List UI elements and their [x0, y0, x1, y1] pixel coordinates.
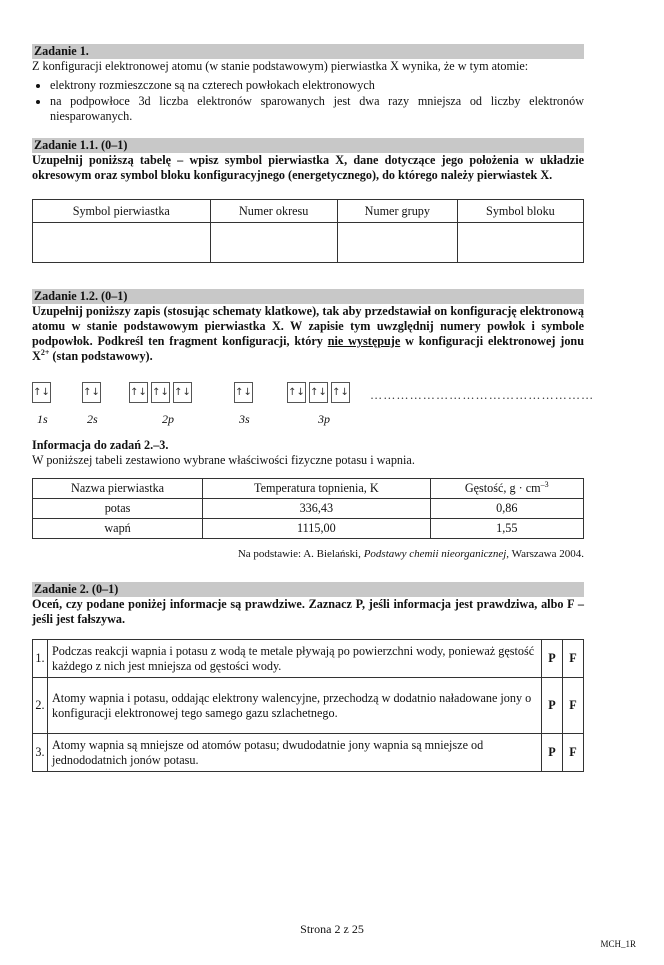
density-exp: –3 — [540, 479, 549, 489]
task1-bullet: • na podpowłoce 3d liczba elektronów sparowanych jest dwa razy mniejsza od liczby elektronów niesparowanych. — [50, 94, 584, 124]
statement-text: Atomy wapnia są mniejsze od atomów potasu; dwudodatnie jony wapnia są mniejsze od jednododatnich jonów potasu. — [48, 734, 542, 772]
true-option[interactable]: P — [542, 734, 563, 772]
label-3s: 3s — [239, 412, 250, 426]
col-symbol: Symbol pierwiastka — [33, 200, 211, 223]
orbital-box: ↑↓ — [234, 382, 253, 403]
statement-text: Podczas reakcji wapnia i potasu z wodą te metale pływają po powierzchni wody, ponieważ gęstość każdego z nich jest mniejsza od gęstości wody. — [48, 640, 542, 678]
source-note — [32, 547, 584, 562]
statement-number: 3. — [33, 734, 48, 772]
page-number: Strona 2 z 25 — [300, 922, 364, 936]
answer-cell-group[interactable] — [337, 223, 457, 263]
label-2s: 2s — [87, 412, 98, 426]
info-heading: Informacja do zadań 2.–3. — [32, 438, 169, 452]
orbital-box: ↑↓ — [129, 382, 148, 403]
statement-row — [33, 734, 584, 772]
cell: wapń — [33, 519, 203, 539]
task11-heading: Zadanie 1.1. (0–1) — [32, 138, 584, 153]
task12-instruction — [32, 304, 584, 364]
true-option[interactable]: P — [542, 678, 563, 734]
answer-cell-block[interactable] — [457, 223, 583, 263]
true-option[interactable]: P — [542, 640, 563, 678]
source-prefix: Na podstawie: A. Bielański, — [237, 548, 364, 560]
cell: potas — [33, 499, 203, 519]
task2-heading: Zadanie 2. (0–1) — [32, 582, 584, 597]
answer-cell-symbol[interactable] — [33, 223, 211, 263]
orbital-box: ↑↓ — [287, 382, 306, 403]
ion-charge: 2+ — [40, 347, 50, 357]
col-name: Nazwa pierwiastka — [33, 479, 203, 499]
task12-heading: Zadanie 1.2. (0–1) — [32, 289, 584, 304]
orbital-diagram — [32, 382, 595, 430]
orbital-2s — [82, 382, 104, 403]
col-period: Numer okresu — [210, 200, 337, 223]
orbital-box: ↑↓ — [151, 382, 170, 403]
statement-row — [33, 678, 584, 734]
task2-instruction: Oceń, czy podane poniżej informacje są prawdziwe. Zaznacz P, jeśli informacja jest prawdziwa, albo F – jeśli jest fałszywa. — [32, 597, 584, 626]
task11-instruction: Uzupełnij poniższą tabelę – wpisz symbol pierwiastka X, dane dotyczące jego położenia w układzie okresowym oraz symbol bloku konfiguracyjnego (energetycznego), do którego należy pierwiastek X. — [32, 153, 584, 182]
orbital-3s — [234, 382, 256, 403]
false-option[interactable]: F — [563, 678, 584, 734]
orbital-box: ↑↓ — [173, 382, 192, 403]
task1-heading: Zadanie 1. — [32, 44, 584, 59]
orbital-3p — [287, 382, 353, 403]
answer-table-element — [32, 199, 584, 263]
exam-page — [32, 44, 595, 772]
task1-bullet: • elektrony rozmieszczone są na czterech powłokach elektronowych — [50, 78, 584, 93]
statement-number: 1. — [33, 640, 48, 678]
source-title: Podstawy chemii nieorganicznej — [363, 548, 507, 560]
orbital-box: ↑↓ — [331, 382, 350, 403]
orbital-box: ↑↓ — [82, 382, 101, 403]
density-label: Gęstość, g · cm — [464, 481, 541, 495]
answer-cell-period[interactable] — [210, 223, 337, 263]
table-row — [33, 499, 584, 519]
orbital-2p — [129, 382, 195, 403]
orbital-box: ↑↓ — [309, 382, 328, 403]
true-false-table — [32, 639, 584, 772]
cell: 1,55 — [430, 519, 583, 539]
task1-bullet-list — [32, 78, 584, 124]
exam-code: MCH_1R — [600, 939, 636, 949]
label-1s: 1s — [37, 412, 48, 426]
cell: 0,86 — [430, 499, 583, 519]
answer-dots[interactable]: …………………………………………… — [370, 388, 595, 402]
label-2p: 2p — [162, 412, 174, 426]
orbital-box: ↑↓ — [32, 382, 51, 403]
task1-intro: Z konfiguracji elektronowej atomu (w stanie podstawowym) pierwiastka X wynika, że w tym atomie: — [32, 59, 529, 73]
col-group: Numer grupy — [337, 200, 457, 223]
col-block: Symbol bloku — [457, 200, 583, 223]
col-density — [430, 479, 583, 499]
source-suffix: , Warszawa 2004. — [506, 548, 584, 560]
cell: 336,43 — [203, 499, 430, 519]
instruction-part: (stan podstawowy). — [49, 349, 153, 363]
properties-table — [32, 478, 584, 539]
col-melting: Temperatura topnienia, K — [203, 479, 430, 499]
statement-text: Atomy wapnia i potasu, oddając elektrony walencyjne, przechodzą w dodatnio naładowane jony o konfiguracji elektronowej tego samego gazu szlachetnego. — [48, 678, 542, 734]
statement-number: 2. — [33, 678, 48, 734]
false-option[interactable]: F — [563, 640, 584, 678]
false-option[interactable]: F — [563, 734, 584, 772]
instruction-part: w konfiguracji elektronowej jonu X — [32, 334, 584, 363]
orbital-1s — [32, 382, 54, 403]
statement-row — [33, 640, 584, 678]
instruction-underlined: nie występuje — [327, 334, 401, 348]
label-3p: 3p — [318, 412, 330, 426]
cell: 1115,00 — [203, 519, 430, 539]
info-text: W poniższej tabeli zestawiono wybrane właściwości fizyczne potasu i wapnia. — [32, 453, 415, 467]
table-row — [33, 519, 584, 539]
instruction-part: Uzupełnij poniższy zapis (stosując schematy klatkowe), tak aby przedstawiał on konfigurację elektronową atomu w stanie podstawowym pierwiastka X. W zapisie tym uwzględnij numery powłok i symbole podpowłok. Podkreśl ten fragment konfiguracji, który — [32, 304, 584, 348]
